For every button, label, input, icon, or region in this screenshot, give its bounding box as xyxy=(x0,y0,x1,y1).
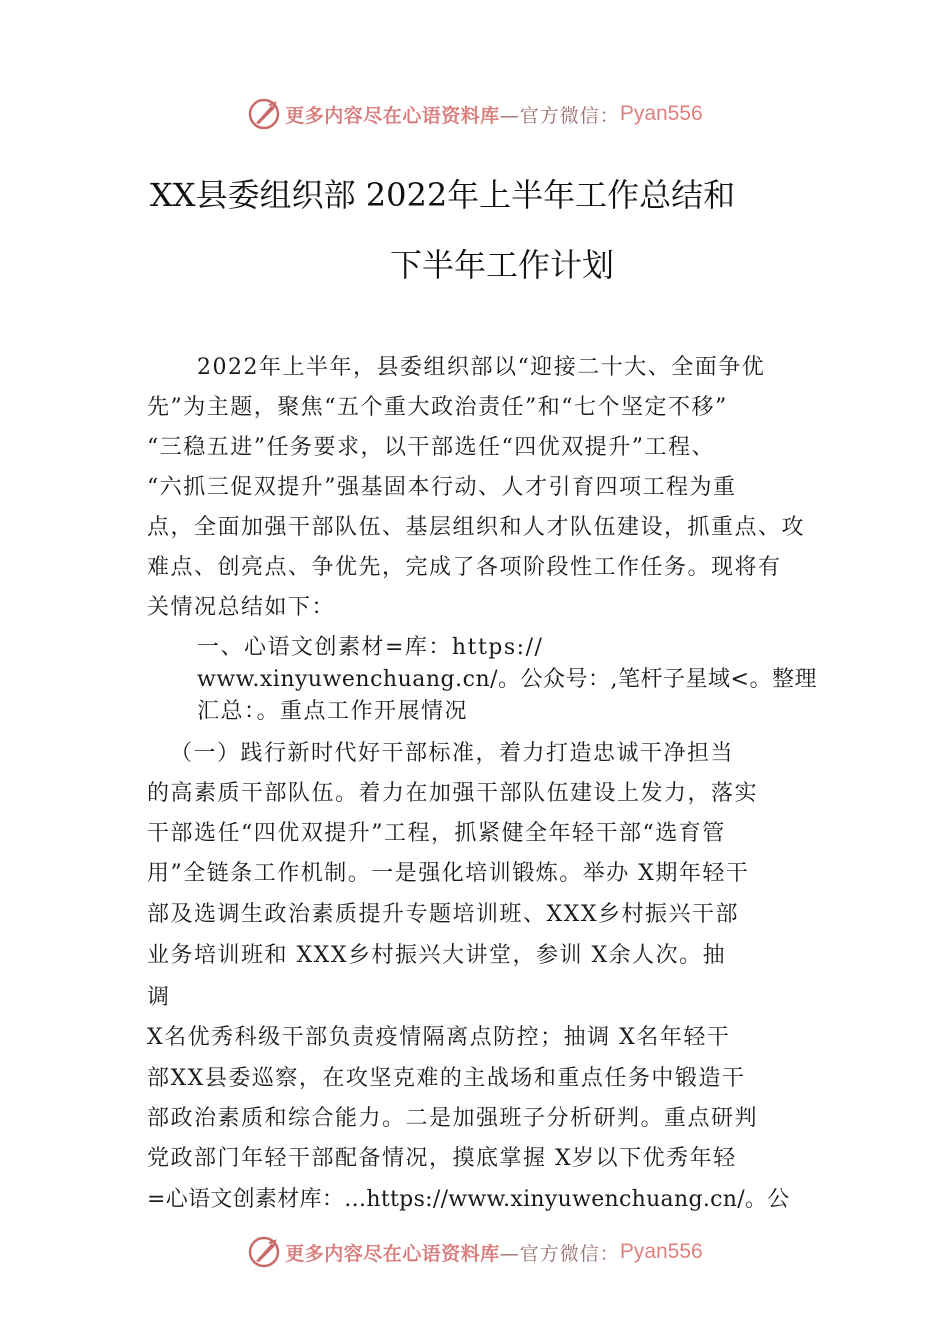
body-line: 关情况总结如下： xyxy=(147,595,336,620)
body-line: 汇总：。重点工作开展情况 xyxy=(197,699,469,724)
body-line: 难点、创亮点、争优先，完成了各项阶段性工作任务。现将有 xyxy=(147,555,782,580)
body-line: 部政治素质和综合能力。二是加强班子分析研判。重点研判 xyxy=(147,1106,759,1131)
banner-text: 更多内容尽在心语资料库 xyxy=(285,104,500,127)
body-line: 部XX县委巡察，在攻坚克难的主战场和重点任务中锻造干 xyxy=(147,1066,746,1091)
body-line: 2022年上半年，县委组织部以“迎接二十大、全面争优 xyxy=(197,355,766,380)
body-line: 点，全面加强干部队伍、基层组织和人才队伍建设，抓重点、攻 xyxy=(147,515,806,540)
document-title-line-1: XX县委组织部 2022年上半年工作总结和 xyxy=(150,176,736,214)
banner-wechat-label: —官方微信： xyxy=(499,104,620,127)
watermark-banner-bottom xyxy=(0,1232,950,1272)
watermark-banner-top xyxy=(0,94,950,134)
body-line: “六抓三促双提升”强基固本行动、人才引育四项工程为重 xyxy=(147,475,737,500)
body-line: 调 xyxy=(147,985,171,1010)
banner-wechat-id: Pyan556 xyxy=(619,1240,703,1263)
quill-logo-icon xyxy=(247,1235,281,1269)
body-line: （一）践行新时代好干部标准，着力打造忠诚干净担当 xyxy=(170,741,735,766)
body-line: X名优秀科级干部负责疫情隔离点防控；抽调 X名年轻干 xyxy=(147,1025,731,1050)
body-line: =心语文创素材库：…https://www.xinyuwenchuang.cn/。公 xyxy=(147,1187,790,1212)
document-title-line-2: 下半年工作计划 xyxy=(390,246,615,284)
body-line: 的高素质干部队伍。着力在加强干部队伍建设上发力，落实 xyxy=(147,781,759,806)
banner-wechat-id: Pyan556 xyxy=(619,102,703,125)
body-line: 一、心语文创素材=库：https:// xyxy=(197,635,544,660)
body-line: 部及选调生政治素质提升专题培训班、XXX乡村振兴干部 xyxy=(147,902,739,927)
body-line: 干部选任“四优双提升”工程，抓紧健全年轻干部“选育管 xyxy=(147,821,726,846)
body-line: www.xinyuwenchuang.cn/。公众号：,笔杆子星域<。整理 xyxy=(197,667,817,692)
body-line: 党政部门年轻干部配备情况，摸底掌握 X岁以下优秀年轻 xyxy=(147,1146,737,1171)
body-line: 用”全链条工作机制。一是强化培训锻炼。举办 X期年轻干 xyxy=(147,861,750,886)
body-line: 先”为主题，聚焦“五个重大政治责任”和“七个坚定不移” xyxy=(147,395,728,420)
body-line: “三稳五进”任务要求，以干部选任“四优双提升”工程、 xyxy=(147,435,715,460)
body-line: 业务培训班和 XXX乡村振兴大讲堂，参训 X余人次。抽 xyxy=(147,943,727,968)
banner-wechat-label: —官方微信： xyxy=(499,1242,620,1265)
banner-text: 更多内容尽在心语资料库 xyxy=(285,1242,500,1265)
quill-logo-icon xyxy=(247,97,281,131)
